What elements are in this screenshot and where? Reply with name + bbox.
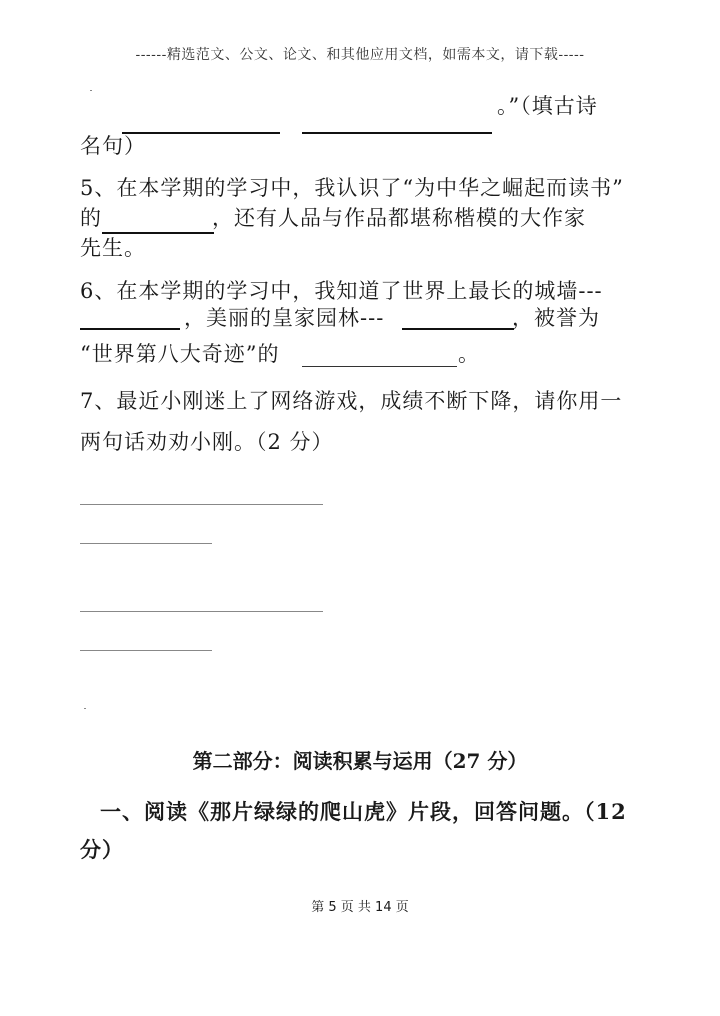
part2-title: 第二部分：阅读积累与运用（27 分） (192, 749, 528, 773)
q6-answer-blank-1[interactable] (80, 328, 180, 330)
q6-line1-text: 6、在本学期的学习中，我知道了世界上最长的城墙--- (80, 279, 603, 303)
q7-line2-text: 两句话劝劝小刚。（2 分） (80, 430, 334, 454)
q5-line2-suffix: ，还有人品与作品都堪称楷模的大作家 (212, 206, 586, 230)
q5-line2-prefix: 的 (80, 206, 102, 230)
speck-mark (90, 90, 92, 91)
page-header: ------精选范文、公文、论文、和其他应用文档，如需本文，请下载----- (135, 47, 585, 63)
q4-line2-text: 名句） (80, 134, 146, 158)
reading1-line1: 一、阅读《那片绿绿的爬山虎》片段，回答问题。（12 (100, 799, 627, 824)
q5-line1-text: 5、在本学期的学习中，我认识了“为中华之崛起而读书” (80, 176, 624, 200)
q6-line3-end: 。 (458, 342, 480, 366)
reading1-line2: 分） (80, 837, 124, 862)
q6-line3-prefix: “世界第八大奇迹”的 (80, 342, 280, 366)
q7-answer-line-3[interactable] (80, 611, 323, 612)
q6-answer-blank-3[interactable] (302, 366, 457, 367)
q5-line3-text: 先生。 (80, 236, 146, 260)
speck-mark (84, 708, 86, 709)
q7-line1-text: 7、最近小刚迷上了网络游戏，成绩不断下降，请你用一 (80, 389, 623, 413)
q4-tail-text: 。”（填古诗 (497, 94, 598, 118)
q6-line2-end: ，被誉为 (512, 306, 600, 330)
q6-answer-blank-2[interactable] (402, 328, 514, 330)
q4-answer-blank-2[interactable] (302, 132, 492, 134)
q6-line2-mid: ，美丽的皇家园林--- (184, 306, 385, 330)
q7-answer-line-4[interactable] (80, 650, 212, 651)
q7-answer-line-2[interactable] (80, 543, 212, 544)
q7-answer-line-1[interactable] (80, 504, 323, 505)
q4-answer-blank-1[interactable] (122, 132, 280, 134)
page-footer: 第 5 页 共 14 页 (311, 900, 409, 915)
